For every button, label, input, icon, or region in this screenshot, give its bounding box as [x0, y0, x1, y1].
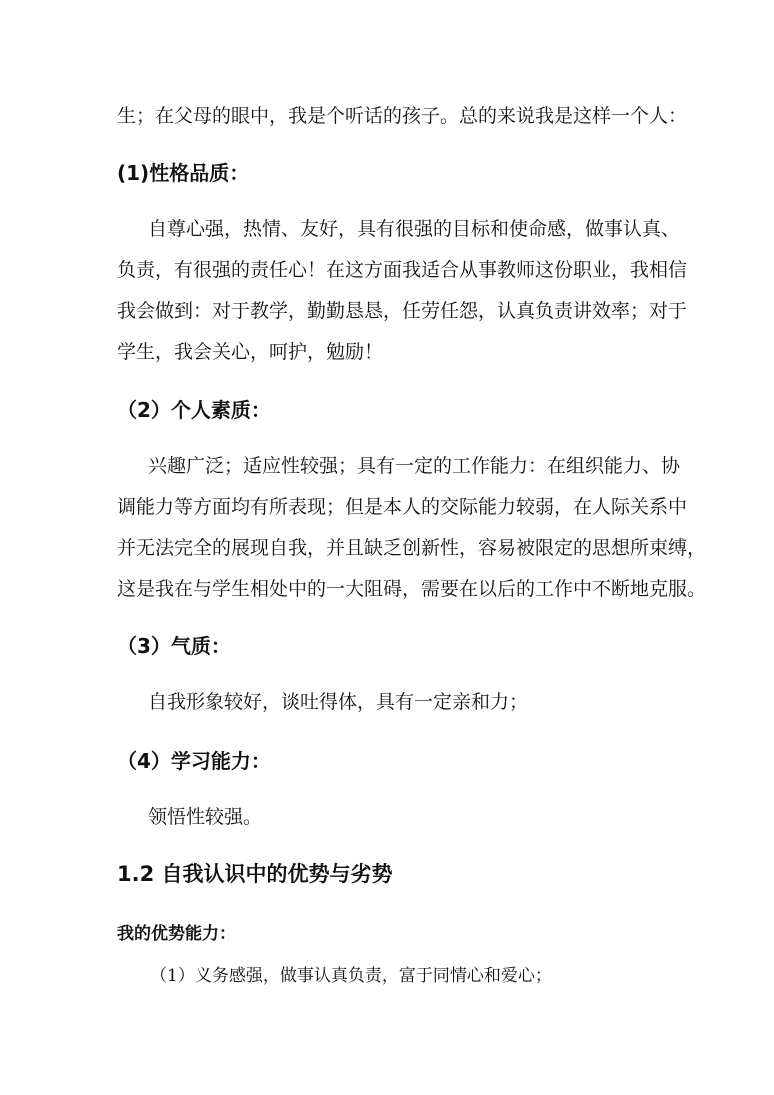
list-item: （1）义务感强，做事认真负责，富于同情心和爱心；: [150, 966, 552, 986]
paragraph-line: 自尊心强，热情、友好，具有很强的目标和使命感，做事认真、: [148, 218, 681, 240]
heading-personal-quality: （2）个人素质：: [117, 398, 271, 422]
paragraph-line: 调能力等方面均有所表现；但是本人的交际能力较弱，在人际关系中: [117, 496, 688, 518]
heading-personality: (1)性格品质：: [117, 161, 250, 185]
heading-temperament: （3）气质：: [117, 634, 231, 658]
paragraph-line: 这是我在与学生相处中的一大阻碍，需要在以后的工作中不断地克服。: [117, 578, 707, 600]
paragraph-line: 自我形象较好，谈吐得体，具有一定亲和力；: [148, 691, 529, 713]
paragraph-line: 领悟性较强。: [148, 806, 263, 828]
paragraph-line: 我会做到：对于教学，勤勤恳恳，任劳任怨，认真负责讲效率；对于: [117, 300, 688, 322]
paragraph-line: 兴趣广泛；适应性较强；具有一定的工作能力：在组织能力、协: [148, 455, 681, 477]
paragraph-line: 并无法完全的展现自我，并且缺乏创新性，容易被限定的思想所束缚，: [117, 537, 707, 559]
heading-learning-ability: （4）学习能力：: [117, 749, 271, 773]
section-title-1-2: 1.2 自我认识中的优势与劣势: [117, 862, 393, 886]
subheading-strengths: 我的优势能力：: [117, 924, 236, 944]
intro-paragraph: 生；在父母的眼中，我是个听话的孩子。总的来说我是这样一个人：: [117, 105, 688, 127]
paragraph-line: 负责，有很强的责任心！在这方面我适合从事教师这份职业，我相信: [117, 259, 688, 281]
paragraph-line: 学生，我会关心，呵护，勉励！: [117, 341, 384, 363]
